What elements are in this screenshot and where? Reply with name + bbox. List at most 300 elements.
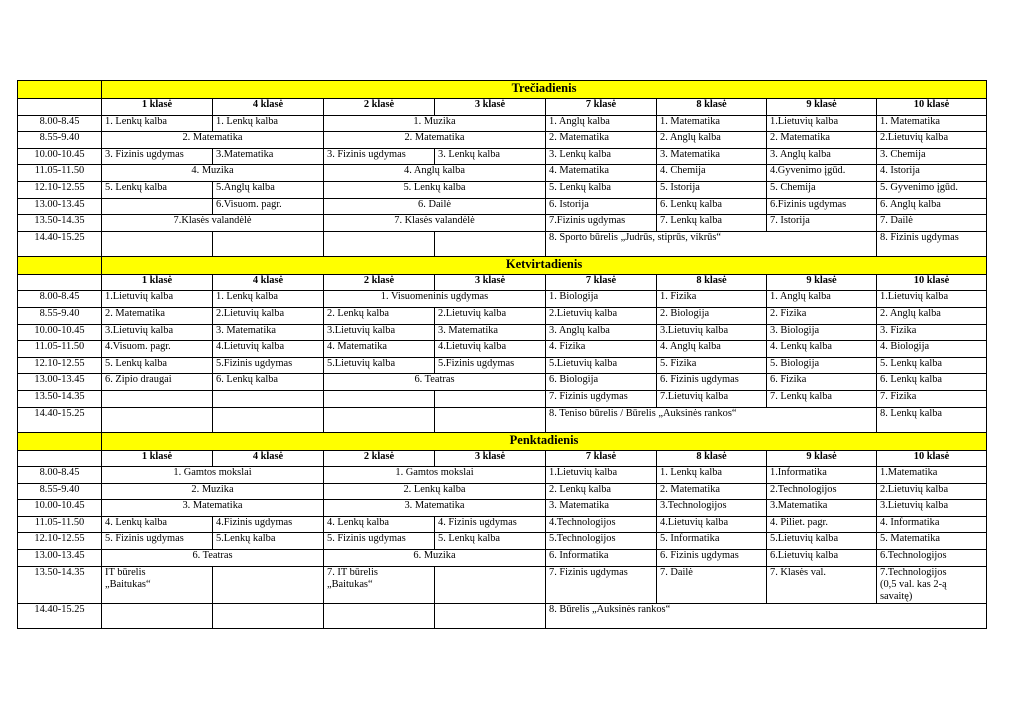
lesson-cell [546, 407, 877, 432]
lesson-cell [102, 181, 213, 198]
lesson-text: 7. Lenkų kalba [770, 390, 833, 402]
lesson-text: 1. Lenkų kalba [216, 115, 279, 127]
lesson-cell [657, 341, 767, 358]
lesson-text: 3. Lenkų kalba [549, 148, 612, 160]
lesson-cell [767, 357, 877, 374]
lesson-cell [102, 324, 213, 341]
lesson-cell [877, 407, 987, 432]
lesson-cell [657, 307, 767, 324]
time-slot: 8.55-9.40 [18, 307, 102, 324]
time-slot: 13.50-14.35 [18, 390, 102, 407]
lesson-text: 5. Chemija [770, 181, 816, 193]
lesson-cell [657, 148, 767, 165]
lesson-cell [877, 132, 987, 149]
class-header: 4 klasė [213, 450, 324, 467]
time-slot: 12.10-12.55 [18, 357, 102, 374]
class-header: 9 klasė [767, 274, 877, 291]
time-slot: 11.05-11.50 [18, 165, 102, 182]
time-slot: 12.10-12.55 [18, 181, 102, 198]
lesson-cell [324, 324, 435, 341]
lesson-text: 3. Matematika [404, 500, 465, 512]
lesson-cell [877, 198, 987, 215]
lesson-text: 2. Anglų kalba [880, 307, 941, 319]
lesson-cell [657, 357, 767, 374]
lesson-cell [213, 516, 324, 533]
lesson-cell [657, 500, 767, 517]
lesson-cell [546, 603, 987, 628]
day-title: Ketvirtadienis [102, 256, 987, 274]
lesson-text: 1.Informatika [770, 467, 827, 479]
time-slot: 10.00-10.45 [18, 500, 102, 517]
class-header: 7 klasė [546, 274, 657, 291]
lesson-text: 5. Lenkų kalba [403, 181, 466, 193]
lesson-text: 4.Visuom. pagr. [105, 341, 171, 353]
lesson-row [18, 181, 987, 198]
day-header-corner [18, 256, 102, 274]
lesson-text: 6.Technologijos [880, 550, 947, 562]
lesson-cell [657, 115, 767, 132]
lesson-text: 4. Matematika [327, 341, 388, 353]
class-header: 4 klasė [213, 99, 324, 116]
lesson-cell [767, 341, 877, 358]
lesson-cell [767, 165, 877, 182]
lesson-text: 8. Lenkų kalba [880, 407, 943, 419]
lesson-cell [657, 516, 767, 533]
lesson-cell [324, 165, 546, 182]
lesson-text: 4. Anglų kalba [660, 341, 721, 353]
lesson-cell [213, 374, 324, 391]
lesson-row [18, 500, 987, 517]
lesson-text: 6.Lietuvių kalba [770, 550, 839, 562]
lesson-cell [324, 407, 435, 432]
lesson-row [18, 467, 987, 484]
lesson-text: 3. Fizinis ugdymas [105, 148, 184, 160]
time-slot: 13.00-13.45 [18, 374, 102, 391]
lesson-text: 4. Fizinis ugdymas [438, 516, 517, 528]
lesson-text: 2.Lietuvių kalba [438, 307, 507, 319]
lesson-cell [546, 148, 657, 165]
time-slot: 13.00-13.45 [18, 550, 102, 567]
lesson-cell [102, 566, 213, 603]
lesson-row [18, 407, 987, 432]
lesson-text: 6. Zipio draugai [105, 374, 172, 386]
class-header: 3 klasė [435, 450, 546, 467]
lesson-text: 6. Fizinis ugdymas [660, 374, 739, 386]
lesson-cell [102, 374, 213, 391]
class-header-row [18, 450, 987, 467]
lesson-row [18, 324, 987, 341]
lesson-text: 6. Informatika [549, 550, 609, 562]
day-header-row [18, 256, 987, 274]
lesson-text: 6.Visuom. pagr. [216, 198, 282, 210]
lesson-text: 6. Teatras [192, 550, 233, 562]
lesson-text: 2. Lenkų kalba [549, 483, 612, 495]
lesson-cell [435, 307, 546, 324]
time-slot: 11.05-11.50 [18, 516, 102, 533]
lesson-text: 6. Dailė [418, 198, 451, 210]
lesson-text: 5. Lenkų kalba [880, 357, 943, 369]
lesson-cell [213, 324, 324, 341]
lesson-text: 7. Lenkų kalba [660, 215, 723, 227]
lesson-text: 6. Fizika [770, 374, 807, 386]
lesson-text: 4.Lietuvių kalba [660, 516, 729, 528]
lesson-text: 4.Technologijos [549, 516, 616, 528]
lesson-text: 2.Lietuvių kalba [880, 483, 949, 495]
lesson-text: 3. Anglų kalba [770, 148, 831, 160]
class-header: 8 klasė [657, 450, 767, 467]
lesson-text: 5.Lietuvių kalba [549, 357, 618, 369]
lesson-text: 2. Matematika [404, 132, 465, 144]
lesson-cell [324, 500, 546, 517]
lesson-cell [546, 341, 657, 358]
lesson-text: 1. Lenkų kalba [660, 467, 723, 479]
class-header: 1 klasė [102, 274, 213, 291]
lesson-cell [213, 115, 324, 132]
lesson-text: 3.Lietuvių kalba [880, 500, 949, 512]
time-column-header [18, 99, 102, 116]
lesson-cell [767, 500, 877, 517]
lesson-text: 4. Lenkų kalba [327, 516, 390, 528]
lesson-cell [657, 390, 767, 407]
lesson-cell [657, 291, 767, 308]
lesson-cell [767, 566, 877, 603]
lesson-row [18, 357, 987, 374]
lesson-text: 7. Dailė [660, 566, 693, 578]
time-slot: 10.00-10.45 [18, 148, 102, 165]
timetable [17, 80, 987, 629]
lesson-text: 2. Fizika [770, 307, 807, 319]
lesson-cell [767, 132, 877, 149]
lesson-cell [102, 407, 213, 432]
lesson-cell [546, 132, 657, 149]
lesson-cell [435, 324, 546, 341]
class-header: 3 klasė [435, 274, 546, 291]
lesson-cell [877, 291, 987, 308]
lesson-cell [213, 566, 324, 603]
lesson-cell [213, 533, 324, 550]
lesson-text: 3.Matematika [770, 500, 828, 512]
lesson-text: 4. Fizika [549, 341, 586, 353]
lesson-text: 5. Lenkų kalba [549, 181, 612, 193]
lesson-cell [102, 500, 324, 517]
lesson-text: 3. Matematika [438, 324, 499, 336]
lesson-text: 3. Matematika [549, 500, 610, 512]
lesson-cell [546, 181, 657, 198]
lesson-cell [657, 181, 767, 198]
lesson-text: 8. Fizinis ugdymas [880, 231, 959, 243]
lesson-cell [102, 132, 324, 149]
lesson-cell [546, 307, 657, 324]
lesson-cell [546, 215, 657, 232]
lesson-cell [546, 390, 657, 407]
lesson-row [18, 550, 987, 567]
lesson-text: 2. Anglų kalba [660, 132, 721, 144]
lesson-cell [213, 341, 324, 358]
lesson-cell [767, 181, 877, 198]
lesson-text: 2. Lenkų kalba [327, 307, 390, 319]
lesson-cell [877, 148, 987, 165]
lesson-text: 7. Dailė [880, 215, 913, 227]
lesson-cell [324, 357, 435, 374]
lesson-text: 5.Technologijos [549, 533, 616, 545]
lesson-text: 1.Lietuvių kalba [770, 115, 839, 127]
lesson-text: 3. Lenkų kalba [438, 148, 501, 160]
lesson-text: 6. Teatras [414, 374, 455, 386]
lesson-cell [102, 357, 213, 374]
lesson-cell [877, 533, 987, 550]
lesson-cell [324, 483, 546, 500]
time-slot: 14.40-15.25 [18, 603, 102, 628]
lesson-text: 2.Lietuvių kalba [880, 132, 949, 144]
lesson-cell [767, 115, 877, 132]
lesson-cell [657, 324, 767, 341]
day-header-row [18, 81, 987, 99]
lesson-cell [877, 324, 987, 341]
lesson-cell [213, 231, 324, 256]
lesson-text: 1. Lenkų kalba [105, 115, 168, 127]
lesson-cell [102, 483, 324, 500]
lesson-text: 1. Visuomeninis ugdymas [380, 291, 489, 303]
lesson-text: 8. Būrelis „Auksinės rankos“ [549, 603, 671, 615]
lesson-cell [657, 566, 767, 603]
lesson-cell [657, 483, 767, 500]
lesson-cell [877, 390, 987, 407]
lesson-cell [767, 291, 877, 308]
lesson-cell [213, 307, 324, 324]
day-header-row [18, 432, 987, 450]
lesson-cell [213, 291, 324, 308]
day-header-corner [18, 81, 102, 99]
lesson-cell [324, 374, 546, 391]
lesson-text: 7. Fizinis ugdymas [549, 390, 628, 402]
lesson-cell [767, 467, 877, 484]
lesson-text: 1. Biologija [549, 291, 599, 303]
lesson-text: 1. Anglų kalba [549, 115, 610, 127]
lesson-cell [435, 148, 546, 165]
lesson-text: 5. Istorija [660, 181, 700, 193]
time-slot: 13.50-14.35 [18, 566, 102, 603]
lesson-cell [102, 198, 213, 215]
lesson-text: 5.Lietuvių kalba [327, 357, 396, 369]
lesson-cell [324, 603, 435, 628]
lesson-text: 1. Matematika [880, 115, 941, 127]
lesson-cell [435, 516, 546, 533]
time-slot: 8.00-8.45 [18, 291, 102, 308]
lesson-cell [877, 467, 987, 484]
class-header: 10 klasė [877, 274, 987, 291]
lesson-cell [102, 341, 213, 358]
lesson-text: 4. Biologija [880, 341, 930, 353]
lesson-cell [435, 341, 546, 358]
lesson-text: 3. Fizika [880, 324, 917, 336]
time-slot: 10.00-10.45 [18, 324, 102, 341]
lesson-cell [877, 307, 987, 324]
lesson-text: 7. Istorija [770, 215, 810, 227]
lesson-cell [324, 115, 546, 132]
lesson-cell [657, 467, 767, 484]
lesson-text: 6. Lenkų kalba [216, 374, 279, 386]
lesson-cell [435, 566, 546, 603]
class-header: 7 klasė [546, 99, 657, 116]
lesson-cell [657, 533, 767, 550]
lesson-text: 2. Matematika [660, 483, 721, 495]
lesson-cell [324, 198, 546, 215]
lesson-cell [102, 231, 213, 256]
time-slot: 13.00-13.45 [18, 198, 102, 215]
class-header: 8 klasė [657, 274, 767, 291]
lesson-cell [877, 550, 987, 567]
time-column-header [18, 274, 102, 291]
lesson-text: 5. Gyvenimo įgūd. [880, 181, 958, 193]
lesson-row [18, 390, 987, 407]
lesson-cell [213, 407, 324, 432]
lesson-cell [657, 165, 767, 182]
lesson-text: 3.Lietuvių kalba [105, 324, 174, 336]
lesson-text: 3. Fizinis ugdymas [327, 148, 406, 160]
lesson-row [18, 516, 987, 533]
lesson-cell [546, 533, 657, 550]
lesson-text: 3. Matematika [660, 148, 721, 160]
lesson-cell [213, 181, 324, 198]
lesson-cell [324, 231, 435, 256]
lesson-cell [324, 550, 546, 567]
lesson-cell [546, 324, 657, 341]
lesson-row [18, 291, 987, 308]
lesson-cell [324, 566, 435, 603]
lesson-cell [657, 198, 767, 215]
lesson-text: 5. Lenkų kalba [105, 357, 168, 369]
lesson-cell [767, 516, 877, 533]
class-header-row [18, 274, 987, 291]
lesson-cell [324, 516, 435, 533]
lesson-text: 3. Matematika [216, 324, 277, 336]
lesson-cell [657, 132, 767, 149]
lesson-cell [102, 307, 213, 324]
lesson-text: 7. Klasės val. [770, 566, 826, 578]
class-header: 2 klasė [324, 99, 435, 116]
day-title: Penktadienis [102, 432, 987, 450]
lesson-text: 4. Chemija [660, 165, 706, 177]
lesson-cell [213, 148, 324, 165]
lesson-text: 5. Biologija [770, 357, 820, 369]
lesson-text: 4. Anglų kalba [404, 165, 465, 177]
lesson-cell [102, 516, 213, 533]
lesson-cell [546, 467, 657, 484]
time-slot: 12.10-12.55 [18, 533, 102, 550]
lesson-cell [767, 324, 877, 341]
lesson-text: 2. Matematika [182, 132, 243, 144]
lesson-text: 3.Lietuvių kalba [327, 324, 396, 336]
lesson-cell [324, 215, 546, 232]
lesson-cell [102, 533, 213, 550]
lesson-row [18, 374, 987, 391]
lesson-text: 1.Lietuvių kalba [880, 291, 949, 303]
lesson-cell [657, 215, 767, 232]
time-slot: 14.40-15.25 [18, 231, 102, 256]
lesson-text: 5. Informatika [660, 533, 720, 545]
lesson-cell [324, 148, 435, 165]
lesson-text: 1. Anglų kalba [770, 291, 831, 303]
lesson-row [18, 231, 987, 256]
lesson-cell [877, 341, 987, 358]
lesson-text: 5. Fizika [660, 357, 697, 369]
class-header-row [18, 99, 987, 116]
lesson-row [18, 132, 987, 149]
lesson-text: 7.Klasės valandėlė [173, 215, 252, 227]
lesson-cell [546, 374, 657, 391]
lesson-cell [546, 198, 657, 215]
lesson-cell [435, 603, 546, 628]
lesson-cell [546, 516, 657, 533]
lesson-text: 4.Gyvenimo įgūd. [770, 165, 846, 177]
lesson-row [18, 533, 987, 550]
lesson-text: 1. Gamtos mokslai [173, 467, 252, 479]
lesson-text: 5.Fizinis ugdymas [438, 357, 515, 369]
lesson-cell [324, 132, 546, 149]
time-slot: 8.00-8.45 [18, 115, 102, 132]
lesson-cell [546, 231, 877, 256]
lesson-cell [767, 390, 877, 407]
lesson-text: 2. Lenkų kalba [403, 483, 466, 495]
lesson-text: 2. Biologija [660, 307, 710, 319]
time-slot: 13.50-14.35 [18, 215, 102, 232]
lesson-cell [102, 165, 324, 182]
lesson-text: 4.Lietuvių kalba [438, 341, 507, 353]
lesson-text: 5. Matematika [880, 533, 941, 545]
lesson-cell [877, 115, 987, 132]
lesson-text: 6. Istorija [549, 198, 589, 210]
lesson-text: 7.Technologijos (0,5 val. kas 2-ą savaitę) [880, 566, 947, 602]
lesson-text: 4. Piliet. pagr. [770, 516, 829, 528]
lesson-cell [767, 533, 877, 550]
time-slot: 14.40-15.25 [18, 407, 102, 432]
lesson-text: 2. Matematika [105, 307, 166, 319]
lesson-cell [657, 550, 767, 567]
lesson-cell [877, 215, 987, 232]
lesson-cell [546, 291, 657, 308]
lesson-text: 2.Lietuvių kalba [216, 307, 285, 319]
lesson-cell [324, 341, 435, 358]
lesson-text: 3. Anglų kalba [549, 324, 610, 336]
lesson-cell [102, 550, 324, 567]
lesson-cell [877, 374, 987, 391]
lesson-cell [767, 374, 877, 391]
lesson-text: 3. Matematika [182, 500, 243, 512]
lesson-text: 6. Muzika [413, 550, 456, 562]
lesson-text: 6. Lenkų kalba [660, 198, 723, 210]
class-header: 9 klasė [767, 99, 877, 116]
lesson-cell [102, 603, 213, 628]
lesson-cell [102, 148, 213, 165]
time-slot: 11.05-11.50 [18, 341, 102, 358]
day-title: Trečiadienis [102, 81, 987, 99]
lesson-cell [767, 307, 877, 324]
lesson-cell [767, 148, 877, 165]
lesson-text: 3. Chemija [880, 148, 926, 160]
lesson-cell [877, 483, 987, 500]
lesson-text: 4. Istorija [880, 165, 920, 177]
lesson-cell [657, 374, 767, 391]
lesson-text: 5. Lenkų kalba [438, 533, 501, 545]
lesson-text: 3.Technologijos [660, 500, 727, 512]
lesson-text: 7.Lietuvių kalba [660, 390, 729, 402]
class-header: 1 klasė [102, 450, 213, 467]
time-slot: 8.55-9.40 [18, 132, 102, 149]
lesson-cell [877, 500, 987, 517]
lesson-text: 1. Fizika [660, 291, 697, 303]
lesson-cell [213, 603, 324, 628]
lesson-cell [767, 550, 877, 567]
